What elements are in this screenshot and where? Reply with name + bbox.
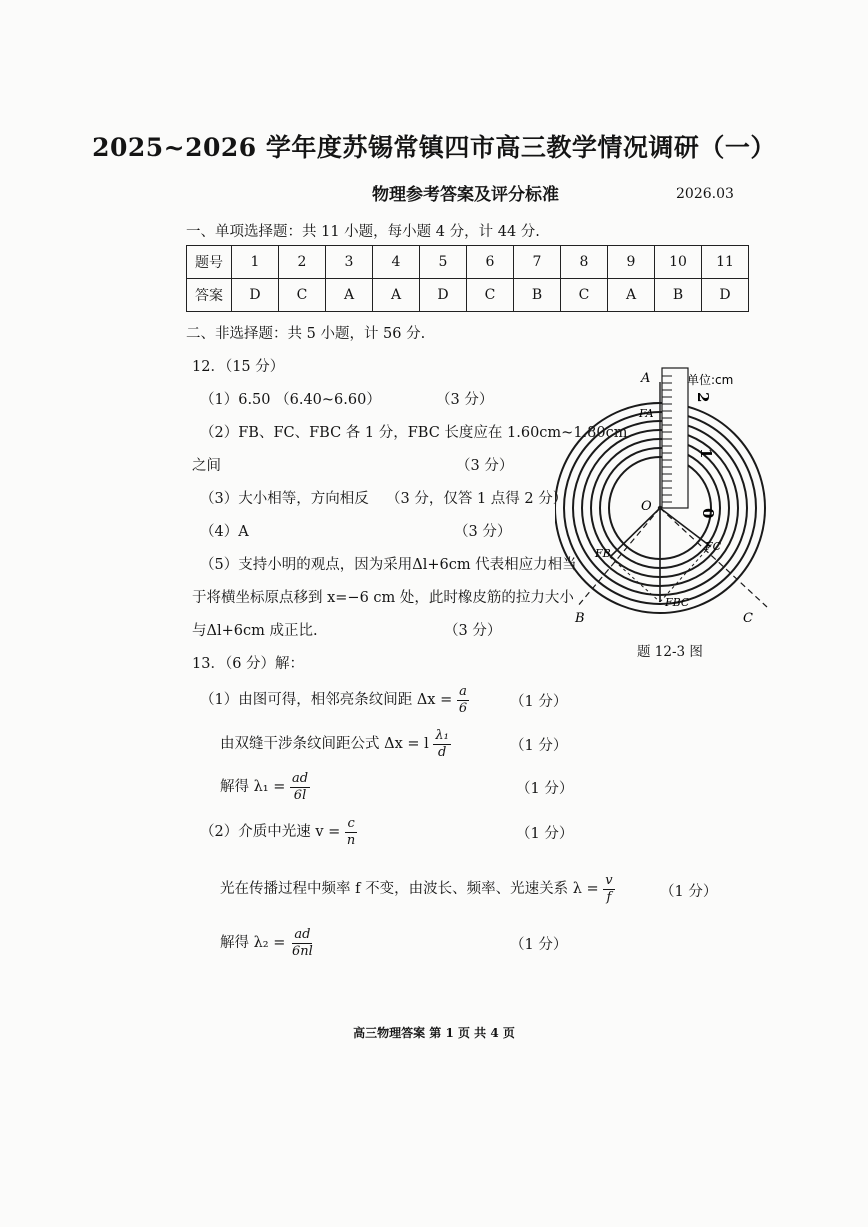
answer-cell: B [514,279,561,312]
label-O: O [641,499,652,514]
q12-part3: （3）大小相等，方向相反 [200,491,369,507]
question-number: 2 [279,246,326,279]
q13-part4 [200,816,357,848]
answer-cell: C [561,279,608,312]
fraction-denominator: 6 [458,700,468,716]
q13-part5-text: 光在传播过程中频率 f 不变，由波长、频率、光速关系 λ = [220,881,599,898]
q13-part1-score: （1 分） [510,694,568,710]
q13-part2 [220,728,451,760]
question-number: 1 [232,246,279,279]
q13-part2-text: 由双缝干涉条纹间距公式 Δx = l [220,736,429,753]
q13-part5-score: （1 分） [660,884,718,900]
fraction-denominator: 6nl [291,943,313,959]
q12-part3-score: （3 分，仅答 1 点得 2 分） [386,491,568,507]
q12-part2: （2）FB、FC、FBC 各 1 分，FBC 长度应在 1.60cm~1.80cm [200,425,628,441]
question-number: 7 [514,246,561,279]
q12-part1: （1）6.50 （6.40~6.60） [200,392,381,408]
question-number: 5 [420,246,467,279]
fraction-ad-over-6l [290,771,310,803]
tick-label-1: 1 [697,448,715,459]
q13-part2-score: （1 分） [510,738,568,754]
q12-part5-score: （3 分） [444,623,502,639]
tick-label-2: 2 [694,392,712,403]
answer-cell: C [467,279,514,312]
q13-part3-text: 解得 λ₁ = [220,779,286,796]
q12-part5-line1: （5）支持小明的观点，因为采用Δl+6cm 代表相应力相当 [200,557,577,573]
fraction-ad-over-6nl [290,927,315,959]
q13-part1-text: （1）由图可得，相邻亮条纹间距 Δx = [200,692,453,709]
row-label-number: 题号 [187,246,232,279]
fraction-numerator: c [347,816,355,831]
page-subtitle: 物理参考答案及评分标准 [372,185,559,205]
q13-part4-score: （1 分） [516,826,574,842]
section1-heading: 一、单项选择题：共 11 小题，每小题 4 分，计 44 分. [186,224,540,240]
fraction-numerator: ad [291,771,309,786]
tick-label-0: 0 [699,508,717,519]
q13-part3-score: （1 分） [516,781,574,797]
answer-table [186,245,749,312]
question-number: 6 [467,246,514,279]
q13-part3 [220,771,310,803]
q13-part5 [220,873,615,905]
fraction-denominator: f [606,889,612,905]
answer-cell: A [326,279,373,312]
q12-part1-score: （3 分） [436,392,494,408]
line-OC [660,508,767,607]
q12-part2-score: （3 分） [456,458,514,474]
fraction-a-over-6 [457,684,469,716]
question-number: 8 [561,246,608,279]
label-A: A [641,371,651,386]
answer-cell: D [420,279,467,312]
page-footer: 高三物理答案 第 1 页 共 4 页 [353,1026,515,1040]
fraction-numerator: λ₁ [435,728,449,743]
q12-part5-line2: 于将横坐标原点移到 x=−6 cm 处，此时橡皮筋的拉力大小 [192,590,574,606]
question-number: 3 [326,246,373,279]
fraction-c-over-n [345,816,357,848]
answer-cell: A [608,279,655,312]
ruler [662,368,688,508]
point-O [658,506,662,510]
q12-part5-line3: 与Δl+6cm 成正比. [192,623,318,639]
fraction-denominator: n [346,832,356,848]
label-B: B [575,611,585,626]
label-FC: FC [705,540,722,553]
fraction-numerator: a [459,684,467,699]
fraction-v-over-f [603,873,614,905]
fraction-numerator: ad [294,927,311,942]
fraction-numerator: v [605,873,613,888]
label-FB: FB [595,547,611,560]
q13-part1 [200,684,469,716]
q13-part6-text: 解得 λ₂ = [220,935,286,952]
question-number: 9 [608,246,655,279]
page-title: 2025~2026 学年度苏锡常镇四市高三教学情况调研（一） [92,133,776,162]
question-number: 11 [702,246,749,279]
answer-cell: D [702,279,749,312]
answer-cell: D [232,279,279,312]
question-number: 10 [655,246,702,279]
section2-heading: 二、非选择题：共 5 小题，计 56 分. [186,326,426,342]
label-FA: FA [639,407,654,420]
q12-part4-score: （3 分） [454,524,512,540]
answer-cell: B [655,279,702,312]
number-row [187,246,749,279]
q12-part2-cont: 之间 [192,458,221,474]
fraction-denominator: d [437,744,447,760]
q12-part4: （4）A [200,524,249,540]
fraction-lambda-over-d [433,728,450,760]
label-unit: 单位:cm [687,373,734,387]
figure-12-3 [555,362,785,662]
label-FBC: FBC [665,596,690,609]
q13-part6-score: （1 分） [510,937,568,953]
q13-part4-text: （2）介质中光速 v = [200,824,341,841]
q13-heading: 13．（6 分）解： [192,656,305,672]
answer-cell: C [279,279,326,312]
q13-part6 [220,927,315,959]
arrow-FB [610,508,660,557]
question-number: 4 [373,246,420,279]
answer-cell: A [373,279,420,312]
figure-caption: 题 12-3 图 [637,644,703,660]
fraction-denominator: 6l [293,787,307,803]
q12-heading: 12．（15 分） [192,359,285,375]
answer-row [187,279,749,312]
date-label: 2026.03 [676,186,734,202]
label-C: C [743,611,753,626]
row-label-answer: 答案 [187,279,232,312]
